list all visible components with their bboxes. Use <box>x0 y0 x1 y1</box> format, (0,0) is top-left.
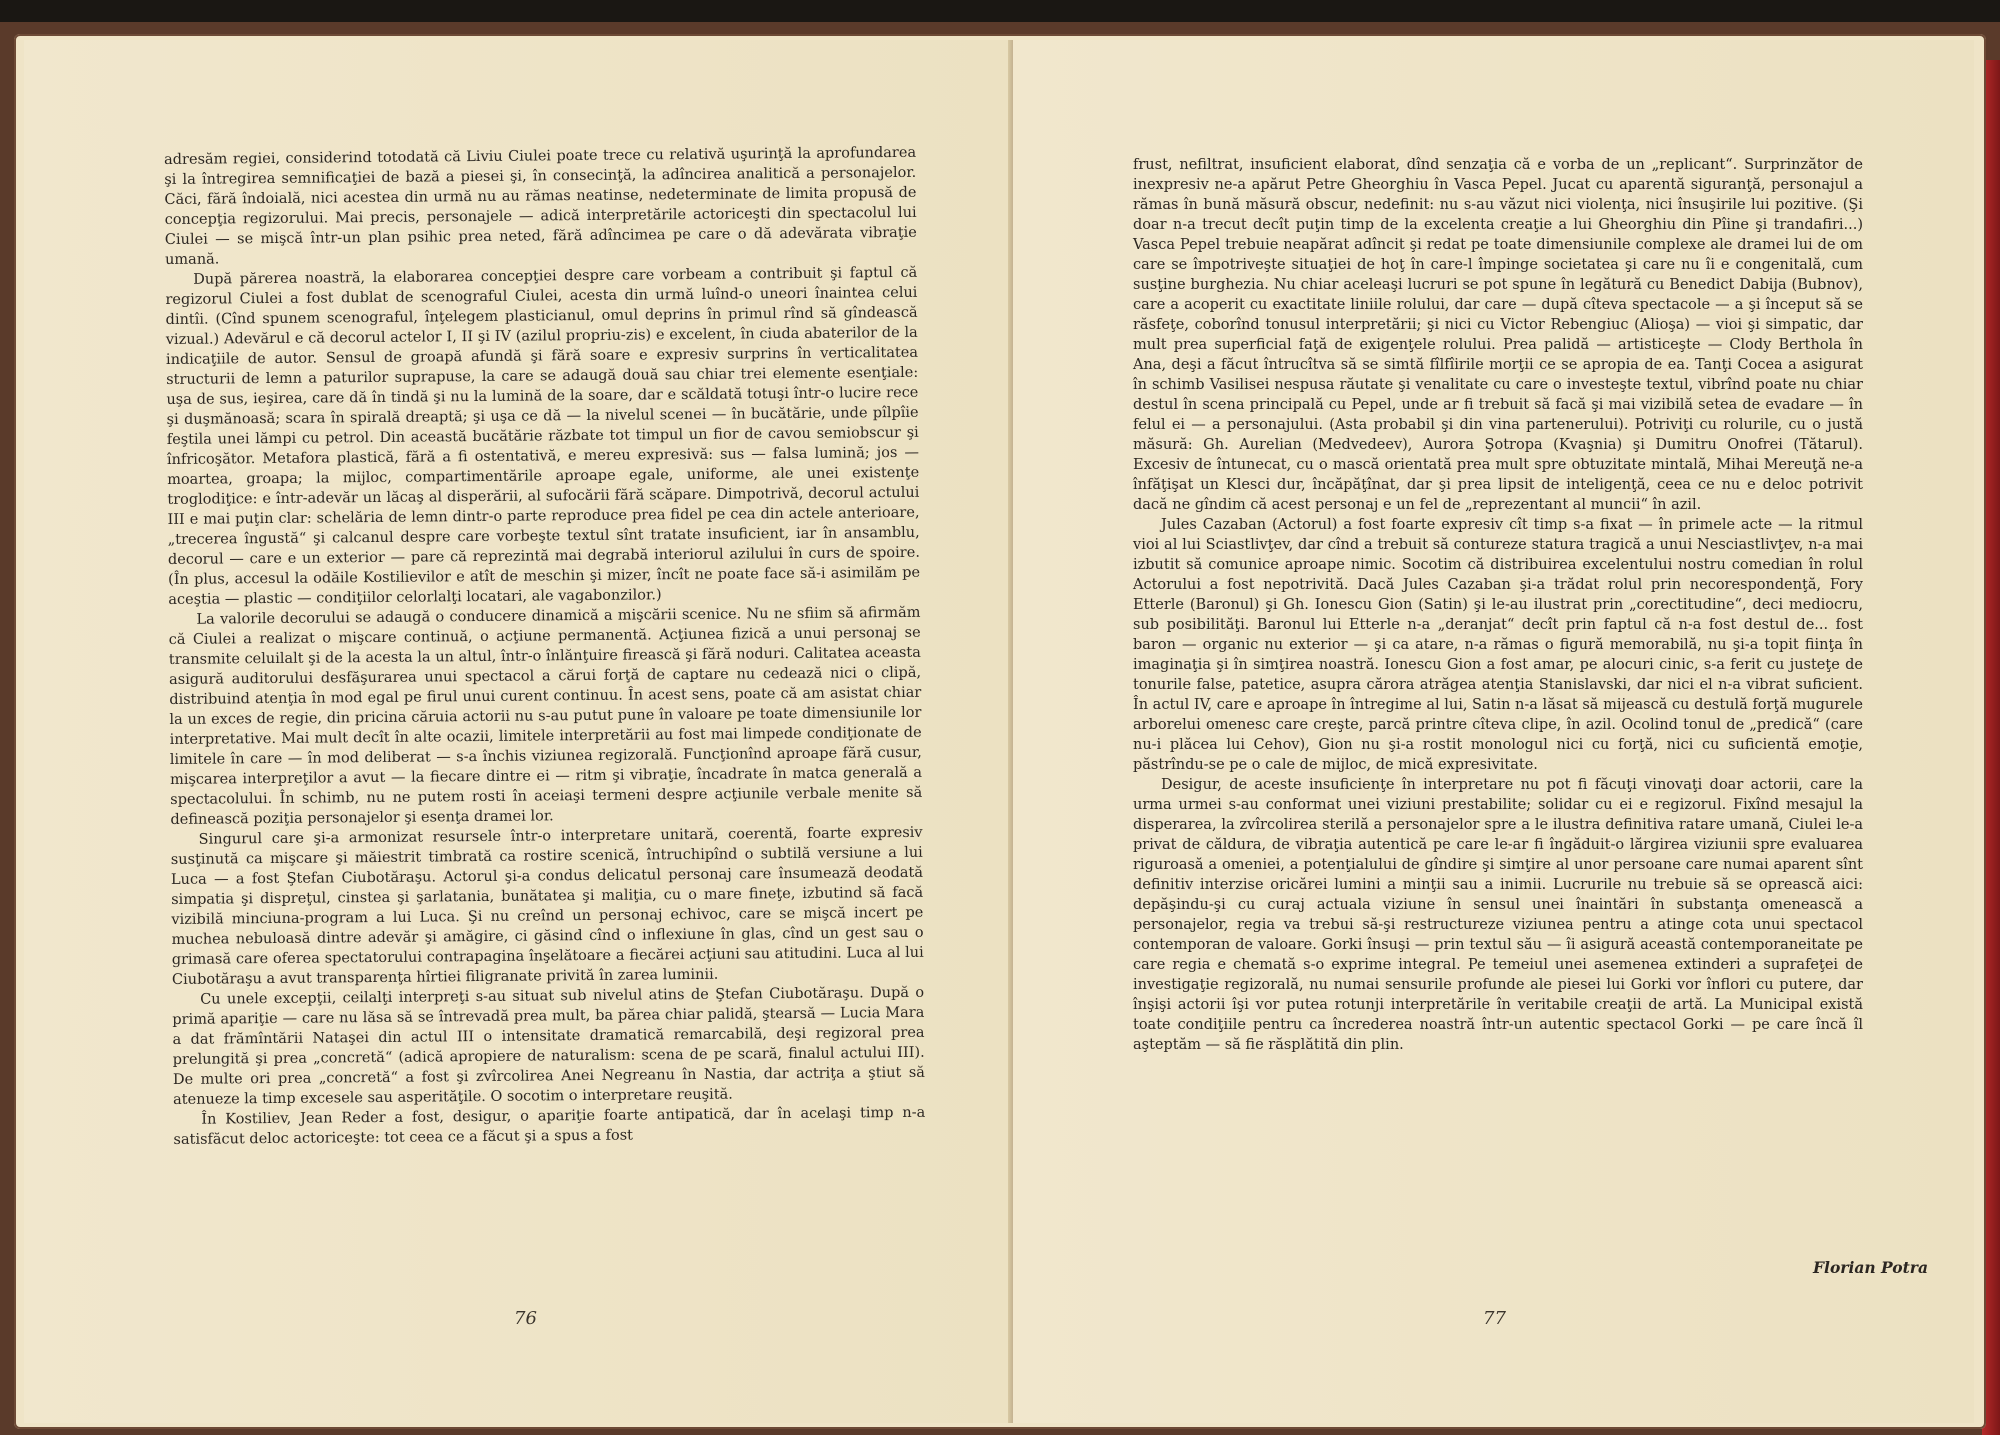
paragraph: Jules Cazaban (Actorul) a fost foarte expresiv cît timp s-a fixat — în primele acte — la ritmul vioi al lui Sciastlivţev, dar cînd a trebuit să contureze statura tragică a unui Nesciastlivţev, n-a mai izbutit să comunice aproape nimic. Socotim că distribuirea excelentului nostru comedian în rolul Actorului a fost nepotrivită. Dacă Jules Cazaban şi-a trădat rolul prin necorespondenţă, Fory Etterle (Baronul) şi Gh. Ionescu Gion (Satin) şi le-au ilustrat prin „corectitudine“, deci mediocru, sub posibilităţi. Baronul lui Etterle n-a „deranjat“ decît prin faptul că n-a fost destul de... fost baron — organic nu exterior — şi ca atare, n-a rămas o figură memorabilă, nu şi-a topit fiinţa în imaginaţia şi în simţirea noastră. Ionescu Gion a fost amar, pe alocuri cinic, s-a ferit cu justeţe de tonurile false, patetice, asupra cărora atrăgea atenţia Stanislavski, dar nici el n-a vibrat suficient. În actul IV, care e aproape în întregime al lui, Satin n-a lăsat să mijească cu destulă forţă mugurele arborelui omenesc care creşte, parcă printre cîteva clipe, în azil. Ocolind tonul de „predică“ (care nu-i plăcea lui Cehov), Gion nu şi-a rostit monologul nici cu forţă, nici cu suficientă emoţie, păstrîndu-se pe o cale de mijloc, de mică expresivitate. <box>1133 517 1863 773</box>
page-number-left: 76 <box>514 1308 537 1329</box>
paragraph: Desigur, de aceste insuficienţe în interpretare nu pot fi făcuţi vinovaţi doar actorii, care la urma urmei s-au conformat unei viziuni prestabilite; solidar cu ei e regizorul. Fixînd mesajul la disperarea, la zvîrcolirea sterilă a personajelor spre a le ilustra definitiva ratare umană, Ciulei le-a privat de căldura, de vibraţia autentică pe care le-ar fi îngăduit-o lărgirea viziunii spre evaluarea riguroasă a omeniei, a potenţialului de gîndire şi simţire al unor persoane care numai aparent sînt definitiv interzise oricărei lumini a minţii sau a inimii. Lucrurile nu trebuie să se oprească aici: depăşindu-şi cu curaj actuala viziune în sensul unei înaintări în substanţa omenească a personajelor, regia va trebui să-şi restructureze viziunea pentru a atinge cota unui spectacol contemporan de valoare. Gorki însuşi — prin textul său — îi asigură această contemporaneitate pe care regia e chemată s-o exprime integral. Pe temeiul unei asemenea extinderi a suprafeţei de investigaţie regizorală, nu numai sensurile profunde ale piesei lui Gorki vor înflori cu putere, dar înşişi actorii îşi vor putea rotunji interpretările în veritabile creaţii de artă. La Municipal există toate condiţiile pentru ca încrederea noastră într-un autentic spectacol Gorki — pe care încă îl aşteptăm — să fie răsplătită din plin. <box>1133 777 1863 1053</box>
paragraph: frust, nefiltrat, insuficient elaborat, dînd senzaţia că e vorba de un „replicant“. Surprinzător de inexpresiv ne-a apărut Petre Gheorghiu în Vasca Pepel. Jucat cu aparentă siguranţă, personajul a rămas în bună măsură obscur, nedefinit: nu s-au văzut nici violenţa, nici însuşirile lui pozitive. (Şi doar n-a trecut decît puţin timp de la excelenta creaţie a lui Gheorghiu din Pîine şi trandafiri...) Vasca Pepel trebuie neapărat adîncit şi redat pe toate dimensiunile complexe ale dramei lui de om care se împotriveşte situaţiei de hoţ în care-l împinge societatea şi care nu îi e congenitală, cum susţine burghezia. Nu chiar aceleaşi lucruri se pot spune în legătură cu Benedict Dabija (Bubnov), care a acoperit cu exactitate liniile rolului, dar care — după cîteva spectacole — a şi început să se răsfeţe, coborînd tonusul interpretării; şi nici cu Victor Rebengiuc (Alioşa) — vioi şi simpatic, dar mult prea superficial faţă de exigenţele rolului. Prea palidă — artisticeşte — Clody Berthola în Ana, deşi a făcut întrucîtva să se simtă fîlfîirile morţii ce se apropia de ea. Tanţi Cocea a asigurat în schimb Vasilisei nespusa răutate şi venalitate cu care o investeşte textul, vibrînd poate nu chiar destul în scena principală cu Pepel, unde ar fi trebuit să facă şi mai vizibilă setea de evadare — în felul ei — a personajului. (Asta probabil şi din vina partenerului). Potriviţi cu rolurile, cu o justă măsură: Gh. Aurelian (Medvedeev), Aurora Şotropa (Kvaşnia) şi Dumitru Onofrei (Tătarul). Excesiv de întunecat, cu o mască orientată prea mult spre obtuzitate mintală, Mihai Mereuţă ne-a înfăţişat un Klesci dur, încăpăţînat, dar şi prea lipsit de inteligenţă, ceea ce nu e deloc potrivit dacă ne gîndim că acest personaj e un fel de „reprezentant al muncii“ în azil. <box>1133 157 1863 513</box>
paragraph: adresăm regiei, considerind totodată că Liviu Ciulei poate trece cu relativă uşurinţă la aprofundarea şi la întregirea semnificaţiei de bază a piesei şi, în consecinţă, la adîncirea analitică a personajelor. Căci, fără îndoială, nici acestea din urmă nu au rămas neatinse, nedeterminate de limita propusă de concepţia regizorului. Mai precis, personajele — adică interpretările actoriceşti din spectacolul lui Ciulei — se mişcă într-un plan psihic prea neted, fără adîncimea pe care o dă adevărata vibraţie umană. <box>164 144 917 268</box>
paragraph: După părerea noastră, la elaborarea concepţiei despre care vorbeam a contribuit şi faptul că regizorul Ciulei a fost dublat de scenograful Ciulei, acesta din urmă luînd-o uneori înaintea celui dintîi. (Cînd spunem scenograful, înţelegem plasticianul, omul deprins în primul rînd să gîndească vizual.) Adevărul e că decorul actelor I, II şi IV (azilul propriu-zis) e excelent, în ciuda abaterilor de la indicaţiile de autor. Sensul de groapă afundă şi fără soare e expresiv surprins în verticalitatea structurii de lemn a paturilor suprapuse, la care se adaugă două sau chiar trei elemente esenţiale: uşa de sus, ieşirea, care dă în tindă şi nu la lumină de la soare, dar e scăldată totuşi într-o lucire rece şi duşmănoasă; scara în spirală dreaptă; şi uşa ce dă — la nivelul scenei — în bucătărie, unde pîlpîie feştila unei lămpi cu petrol. Din această bucătărie răzbate tot timpul un fior de cavou semiobscur şi înfricoşător. Metafora plastică, fără a fi ostentativă, e mereu expresivă: sus — falsa lumină; jos — moartea, groapa; la mijloc, compartimentările aproape egale, uniforme, ale unei existenţe troglodiţice: e într-adevăr un lăcaş al disperării, al sufocării fără scăpare. Dimpotrivă, decorul actului III e mai puţin clar: schelăria de lemn dintr-o parte reproduce prea fidel pe cea din actele anterioare, „trecerea îngustă“ şi calcanul despre care vorbeşte textul sînt tratate insuficient, iar în ansamblu, decorul — care e un exterior — pare că reprezintă mai degrabă interiorul azilului în curs de spoire. (În plus, accesul la odăile Kostilievilor e atît de meschin şi mizer, încît ne poate face să-i asimilăm pe aceştia — plastic — condiţiilor celorlalţi locatari, ale vagabonzilor.) <box>165 264 921 608</box>
open-book <box>14 34 1986 1429</box>
right-page <box>1013 40 1974 1423</box>
paragraph: Singurul care şi-a armonizat resursele într-o interpretare unitară, coerentă, foarte expresiv susţinută ca mişcare şi măiestrit timbrată ca rostire scenică, întruchipînd o subtilă versiune a lui Luca — a fost Ştefan Ciubotăraşu. Actorul şi-a condus delicatul personaj care însumează deodată simpatia şi dispreţul, cinstea şi şarlatania, bunătatea şi maliţia, cu o mare fineţe, izbutind să facă vizibilă minciuna-program a lui Luca. Şi nu creînd un personaj echivoc, care se mişcă incert pe muchea nebuloasă dintre adevăr şi amăgire, ci găsind cînd o inflexiune în glas, cînd un gest sau o grimasă care oferea spectatorului contrapagina înşelătoare a fiecărei acţiuni sau atitudini. Luca al lui Ciubotăraşu a avut transparenţa hîrtiei filigranate privită în zarea luminii. <box>170 824 924 988</box>
left-page <box>24 40 1013 1423</box>
author-signature: Florian Potra <box>1813 1258 1928 1277</box>
paragraph: Cu unele excepţii, ceilalţi interpreţi s-au situat sub nivelul atins de Ştefan Ciubotăraşu. După o primă apariţie — care nu lăsa să se întrevadă prea mult, ba părea chiar palidă, ştearsă — Lucia Mara a dat frămîntării Nataşei din actul III o intensitate dramatică remarcabilă, deşi regizoral prea prelungită şi prea „concretă“ (adică apropiere de naturalism: scena de pe scară, finalul actului III). De multe ori prea „concretă“ a fost şi zvîrcolirea Anei Negreanu în Nastia, dar actriţa a ştiut să atenueze la timp excesele sau asperităţile. O socotim o interpretare reuşită. <box>172 984 925 1108</box>
paragraph: În Kostiliev, Jean Reder a fost, desigur, o apariţie foarte antipatică, dar în acelaşi timp n-a satisfăcut deloc actoriceşte: tot ceea ce a făcut şi a spus a fost <box>173 1104 926 1148</box>
paragraph: La valorile decorului se adaugă o conducere dinamică a mişcării scenice. Nu ne sfiim să afirmăm că Ciulei a realizat o mişcare continuă, o acţiune permanentă. Acţiunea fizică a unui personaj se transmite celuilalt şi de la acesta la un altul, într-o înlănţuire firească şi fără noduri. Calitatea aceasta asigură auditorului desfăşurarea unui spectacol a cărui forţă de captare nu cedează nici o clipă, distribuind atenţia în mod egal pe firul unui curent continuu. În acest sens, poate că am asistat chiar la un exces de regie, din pricina căruia actorii nu s-au putut pune în valoare pe toate dimensiunile lor interpretative. Mai mult decît în alte ocazii, limitele interpretării au fost mai limpede condiţionate de limitele în care — în mod deliberat — s-a închis viziunea regizorală. Funcţionînd aproape fără cusur, mişcarea interpreţilor a avut — la fiecare dintre ei — ritm şi vibraţie, încadrate în matca generală a spectacolului. În schimb, nu ne putem rosti în aceiaşi termeni despre acţiunile verbale menite să definească poziţia personajelor şi esenţa dramei lor. <box>168 604 923 828</box>
left-page-text <box>164 143 926 1150</box>
page-number-right: 77 <box>1483 1308 1506 1329</box>
right-page-text <box>1133 155 1863 1055</box>
